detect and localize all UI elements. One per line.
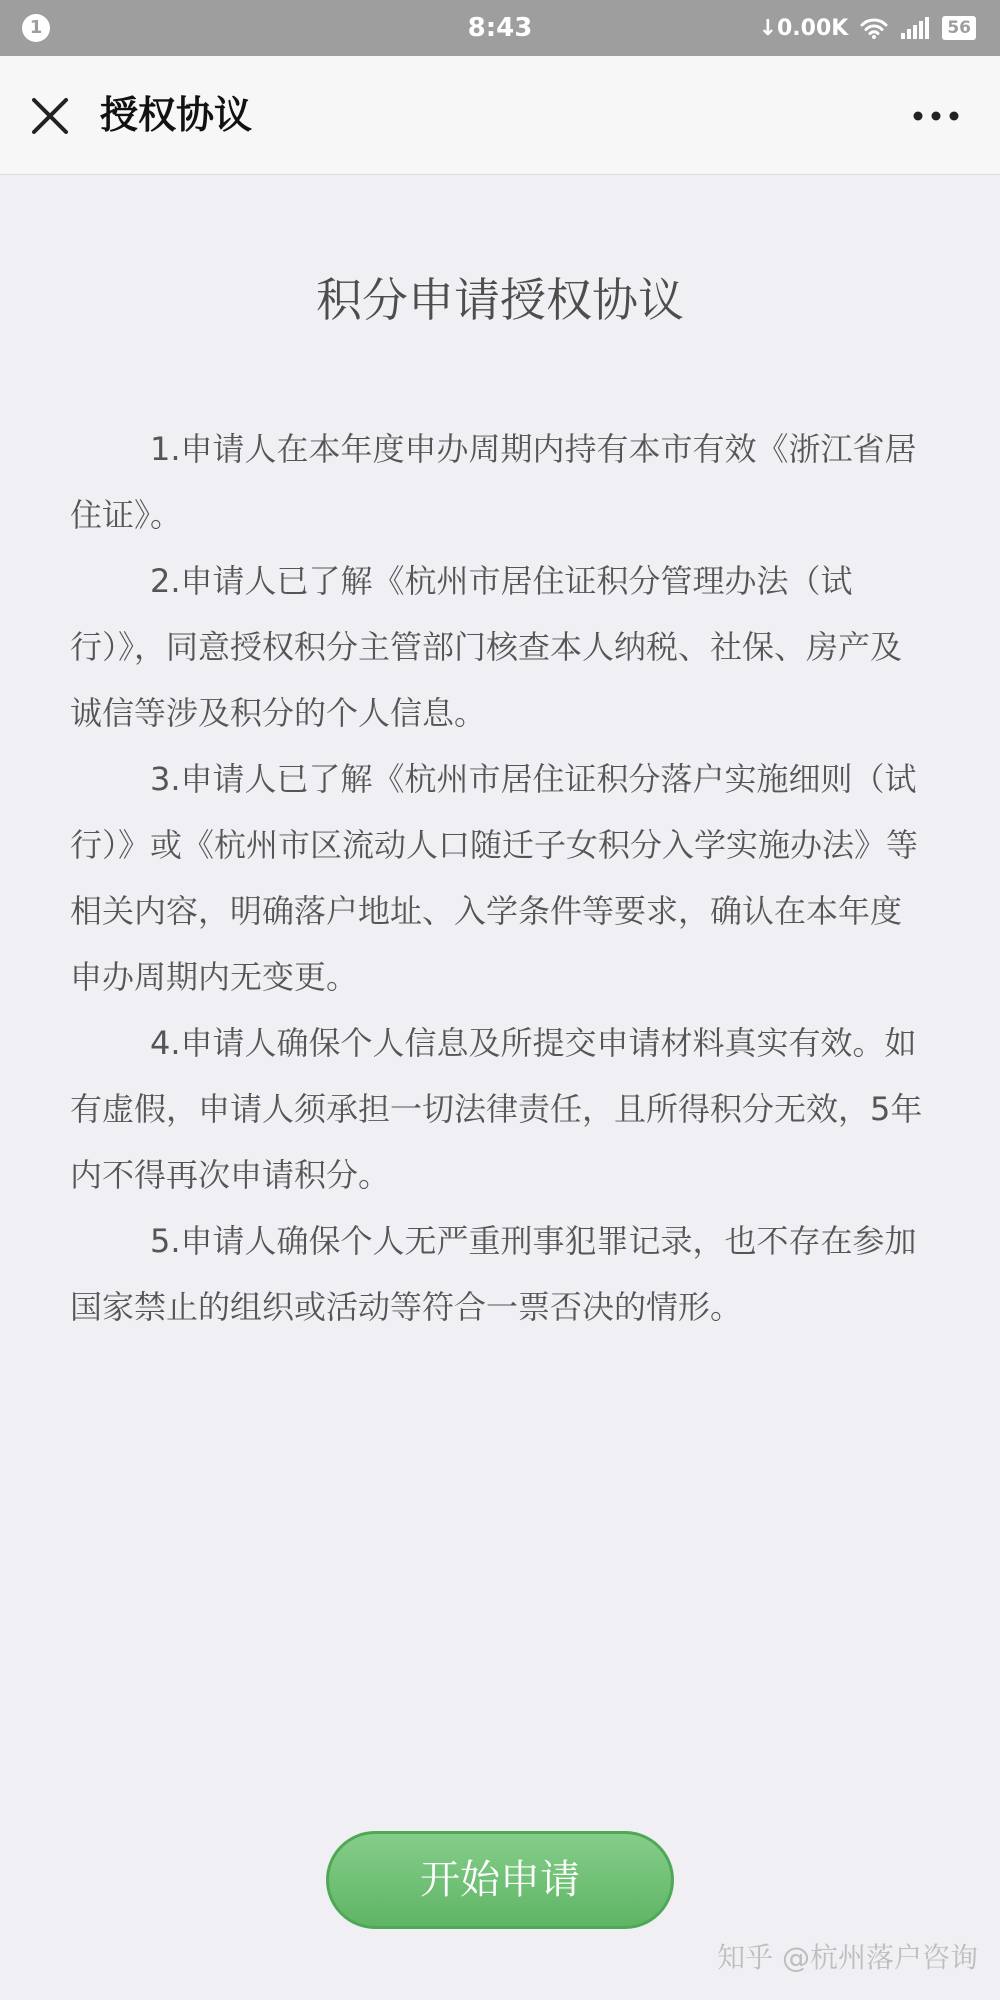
start-application-button[interactable]: 开始申请 [326,1831,674,1929]
status-time: 8:43 [467,13,533,43]
network-speed: ↓0.00K [758,15,849,41]
nav-bar [0,56,1000,175]
status-bar [0,0,1000,56]
agreement-clause-4: 4.申请人确保个人信息及所提交申请材料真实有效。如有虚假，申请人须承担一切法律责任，且所得积分无效，5年内不得再次申请积分。 [70,1024,923,1194]
document-title: 积分申请授权协议 [316,273,684,327]
close-icon[interactable] [30,96,70,136]
page-title: 授权协议 [100,93,253,137]
agreement-clause-2: 2.申请人已了解《杭州市居住证积分管理办法（试行）》，同意授权积分主管部门核查本人纳税、社保、房产及诚信等涉及积分的个人信息。 [70,562,903,732]
battery-icon: 56 [942,16,976,40]
more-icon[interactable] [912,106,960,126]
agreement-clause-1: 1.申请人在本年度申办周期内持有本市有效《浙江省居住证》。 [70,430,917,534]
watermark: 知乎 @杭州落户咨询 [717,1941,978,1974]
agreement-clause-5: 5.申请人确保个人无严重刑事犯罪记录，也不存在参加国家禁止的组织或活动等符合一票否决的情形。 [70,1222,917,1326]
signal-icon [900,17,930,39]
agreement-clause-3: 3.申请人已了解《杭州市居住证积分落户实施细则（试行）》或《杭州市区流动人口随迁子女积分入学实施办法》等相关内容，明确落户地址、入学条件等要求，确认在本年度申办周期内无变更。 [70,760,919,996]
notification-badge: 1 [22,14,50,42]
agreement-body [70,416,932,1340]
status-right-group [759,0,976,56]
wifi-icon [860,17,888,39]
